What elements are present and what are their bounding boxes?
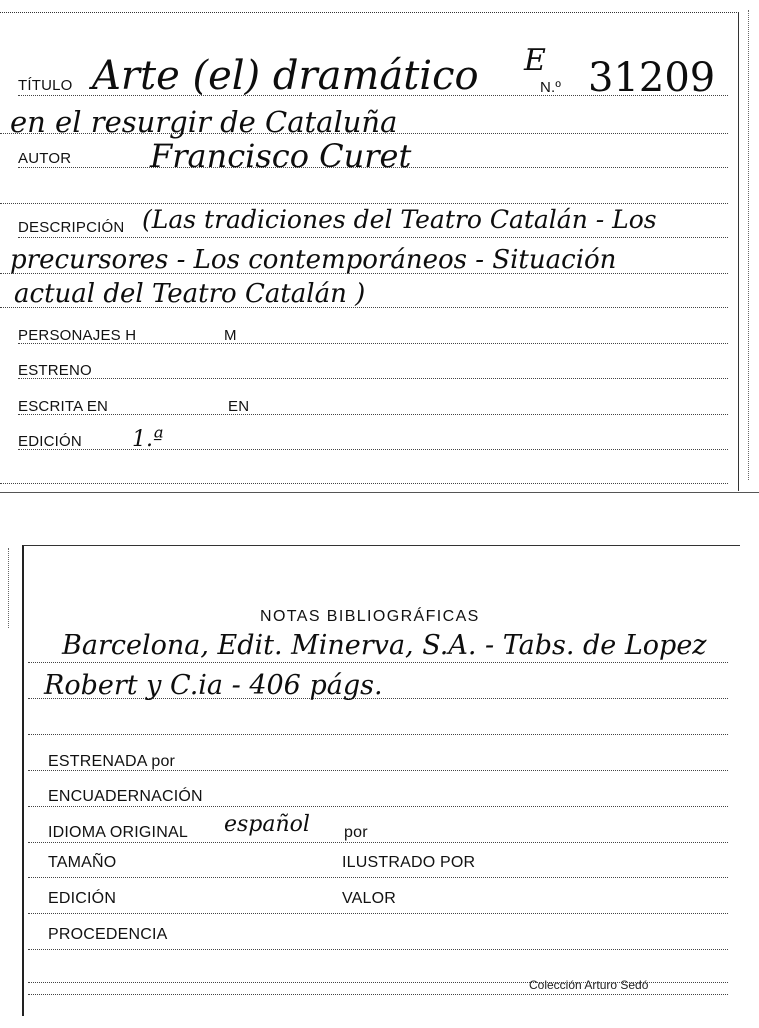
personajes-m-label: M — [224, 327, 237, 344]
autor-label: AUTOR — [18, 150, 72, 167]
edicion-label: EDICIÓN — [48, 890, 117, 907]
titulo-value: Arte (el) dramático — [92, 53, 479, 99]
front-catalog-card — [0, 12, 739, 491]
number-value: 31209 — [588, 55, 716, 101]
valor-label: VALOR — [342, 890, 397, 907]
rule-estreno — [18, 378, 728, 379]
estreno-label: ESTRENO — [18, 362, 92, 379]
titulo-label: TÍTULO — [18, 77, 73, 94]
idioma-value: español — [224, 812, 310, 837]
rule-edicion — [18, 449, 728, 450]
rule-tamano — [28, 877, 728, 878]
notas-label: NOTAS BIBLIOGRÁFICAS — [260, 608, 480, 625]
coleccion-label: Colección Arturo Sedó — [529, 978, 649, 992]
autor-value: Francisco Curet — [150, 137, 412, 175]
personajes-label: PERSONAJES H — [18, 327, 137, 344]
rule-escrita — [18, 414, 728, 415]
notas-line2: Robert y C.ia - 406 págs. — [44, 670, 383, 701]
card-separator — [0, 492, 759, 493]
por-label: por — [344, 824, 368, 841]
ilustrado-label: ILUSTRADO POR — [342, 854, 476, 871]
tamano-label: TAMAÑO — [48, 854, 117, 871]
descripcion-line3: actual del Teatro Catalán ) — [14, 279, 366, 309]
descripcion-line1: (Las tradiciones del Teatro Catalán - Los — [142, 205, 657, 234]
back-edge-dots — [8, 548, 9, 628]
number-prefix: E — [524, 43, 546, 78]
rule-notas-1 — [28, 662, 728, 663]
descripcion-line2: precursores - Los contemporáneos - Situación — [10, 245, 617, 275]
idioma-label: IDIOMA ORIGINAL — [48, 824, 188, 841]
escrita-en-label: ESCRITA EN — [18, 398, 109, 415]
titulo-value-line2: en el resurgir de Cataluña — [10, 105, 398, 139]
rule-encuadernacion — [28, 806, 728, 807]
rule-procedencia — [28, 949, 728, 950]
rule-notas-3 — [28, 734, 728, 735]
descripcion-label: DESCRIPCIÓN — [18, 219, 125, 236]
number-label: N.º — [540, 79, 562, 96]
edicion-value: 1.ª — [132, 427, 164, 452]
procedencia-label: PROCEDENCIA — [48, 926, 168, 943]
rule-blank-2 — [28, 994, 728, 995]
rule-descripcion — [18, 237, 728, 238]
rule-blank — [0, 203, 728, 204]
edicion-label: EDICIÓN — [18, 433, 82, 450]
front-edge-dots — [748, 10, 749, 480]
back-catalog-card — [22, 545, 740, 1016]
rule-edicion — [28, 913, 728, 914]
rule-bottom — [0, 483, 728, 484]
rule-idioma — [28, 842, 728, 843]
en-label: EN — [228, 398, 250, 415]
notas-line1: Barcelona, Edit. Minerva, S.A. - Tabs. de Lopez — [62, 630, 707, 661]
encuadernacion-label: ENCUADERNACIÓN — [48, 788, 203, 805]
estrenada-label: ESTRENADA por — [48, 753, 176, 770]
